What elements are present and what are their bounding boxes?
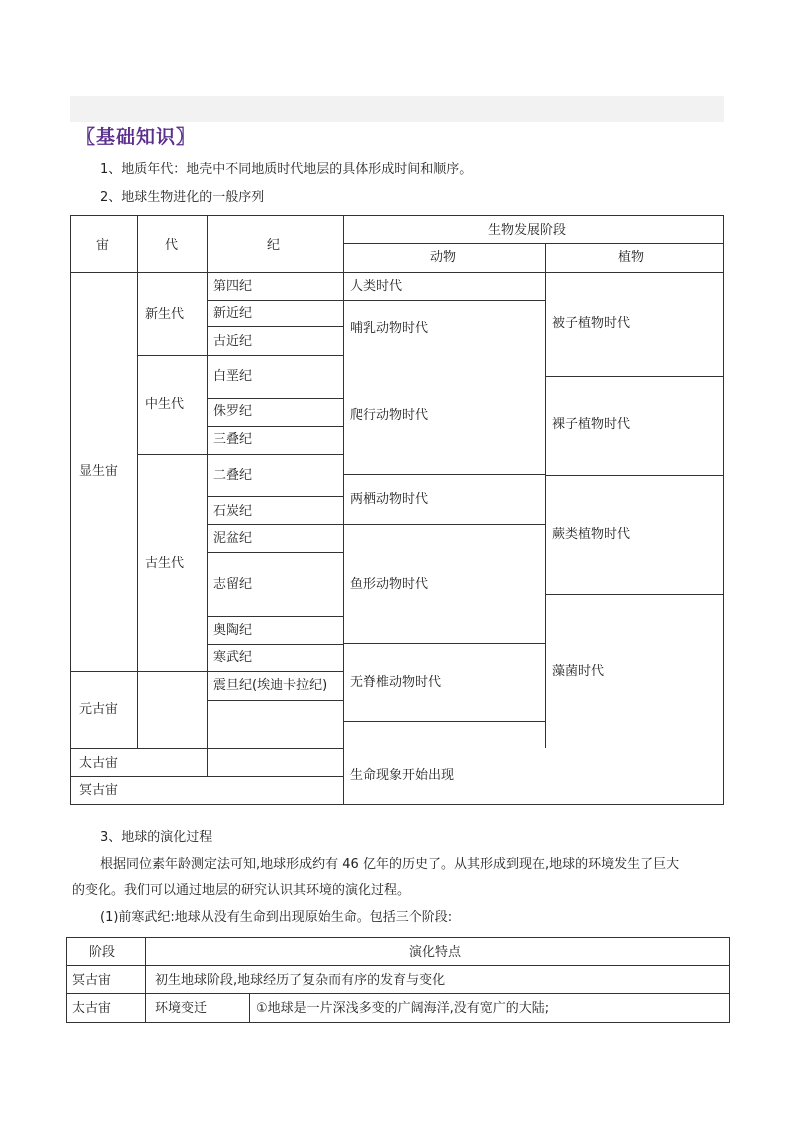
animal-human: 人类时代 [350, 279, 403, 294]
era-paleozoic: 古生代 [145, 556, 185, 571]
animal-mammal: 哺乳动物时代 [350, 321, 429, 336]
section-heading: 〖基础知识〗 [76, 126, 197, 148]
period-ordovician: 奥陶纪 [213, 623, 253, 638]
animal-life-origin: 生命现象开始出现 [350, 768, 455, 783]
t2-row2-feature: ①地球是一片深浅多变的广阔海洋,没有宽广的大陆; [256, 1001, 550, 1016]
animal-fish: 鱼形动物时代 [350, 577, 429, 592]
period-silurian: 志留纪 [213, 577, 253, 592]
plant-gymnosperm: 裸子植物时代 [552, 417, 631, 432]
period-cambrian: 寒武纪 [213, 650, 253, 665]
plant-fern: 蕨类植物时代 [552, 527, 631, 542]
item-3: 3、地球的演化过程 [100, 830, 213, 845]
header-band [70, 96, 724, 122]
item-2: 2、地球生物进化的一般序列 [100, 190, 265, 205]
sub-1: (1)前寒武纪:地球从没有生命到出现原始生命。包括三个阶段: [100, 910, 453, 925]
para3-line2: 的变化。我们可以通过地层的研究认识其环境的演化过程。 [72, 883, 411, 898]
era-mesozoic: 中生代 [145, 397, 185, 412]
t2-row2-stage: 太古宙 [72, 1001, 112, 1016]
eon-phanerozoic: 显生宙 [79, 464, 119, 479]
t2-header-stage: 阶段 [89, 945, 116, 960]
animal-invertebrate: 无脊椎动物时代 [350, 675, 442, 690]
animal-reptile: 爬行动物时代 [350, 408, 429, 423]
period-triassic: 三叠纪 [213, 432, 253, 447]
period-carboniferous: 石炭纪 [213, 504, 253, 519]
period-permian: 二叠纪 [213, 468, 253, 483]
t2-header-feature: 演化特点 [409, 945, 462, 960]
plant-angiosperm: 被子植物时代 [552, 316, 631, 331]
period-quaternary: 第四纪 [213, 279, 253, 294]
period-devonian: 泥盆纪 [213, 531, 253, 546]
animal-amphibian: 两栖动物时代 [350, 492, 429, 507]
precambrian-table [66, 937, 730, 1023]
header-animal: 动物 [430, 250, 457, 265]
eon-archean: 太古宙 [79, 756, 119, 771]
header-stage: 生物发展阶段 [488, 223, 567, 238]
eon-hadean: 冥古宙 [79, 783, 119, 798]
period-ediacaran: 震旦纪(埃迪卡拉纪) [213, 678, 328, 693]
header-era: 代 [165, 238, 179, 253]
era-cenozoic: 新生代 [145, 307, 185, 322]
period-paleogene: 古近纪 [213, 334, 253, 349]
t2-row1-stage: 冥古宙 [72, 973, 112, 988]
plant-algae: 藻菌时代 [552, 664, 605, 679]
evolution-table [70, 215, 724, 805]
period-cretaceous: 白垩纪 [213, 369, 253, 384]
period-jurassic: 侏罗纪 [213, 404, 253, 419]
eon-proterozoic: 元古宙 [79, 702, 119, 717]
para3-line1: 根据同位素年龄测定法可知,地球形成约有 46 亿年的历史了。从其形成到现在,地球的环境发生了巨大 [100, 857, 680, 872]
period-neogene: 新近纪 [213, 306, 253, 321]
header-eon: 宙 [96, 238, 110, 253]
t2-row2-aspect: 环境变迁 [155, 1001, 208, 1016]
t2-row1-feature: 初生地球阶段,地球经历了复杂而有序的发育与变化 [155, 973, 446, 988]
header-period: 纪 [267, 238, 281, 253]
header-plant: 植物 [618, 250, 645, 265]
item-1: 1、地质年代：地壳中不同地质时代地层的具体形成时间和顺序。 [100, 162, 473, 177]
